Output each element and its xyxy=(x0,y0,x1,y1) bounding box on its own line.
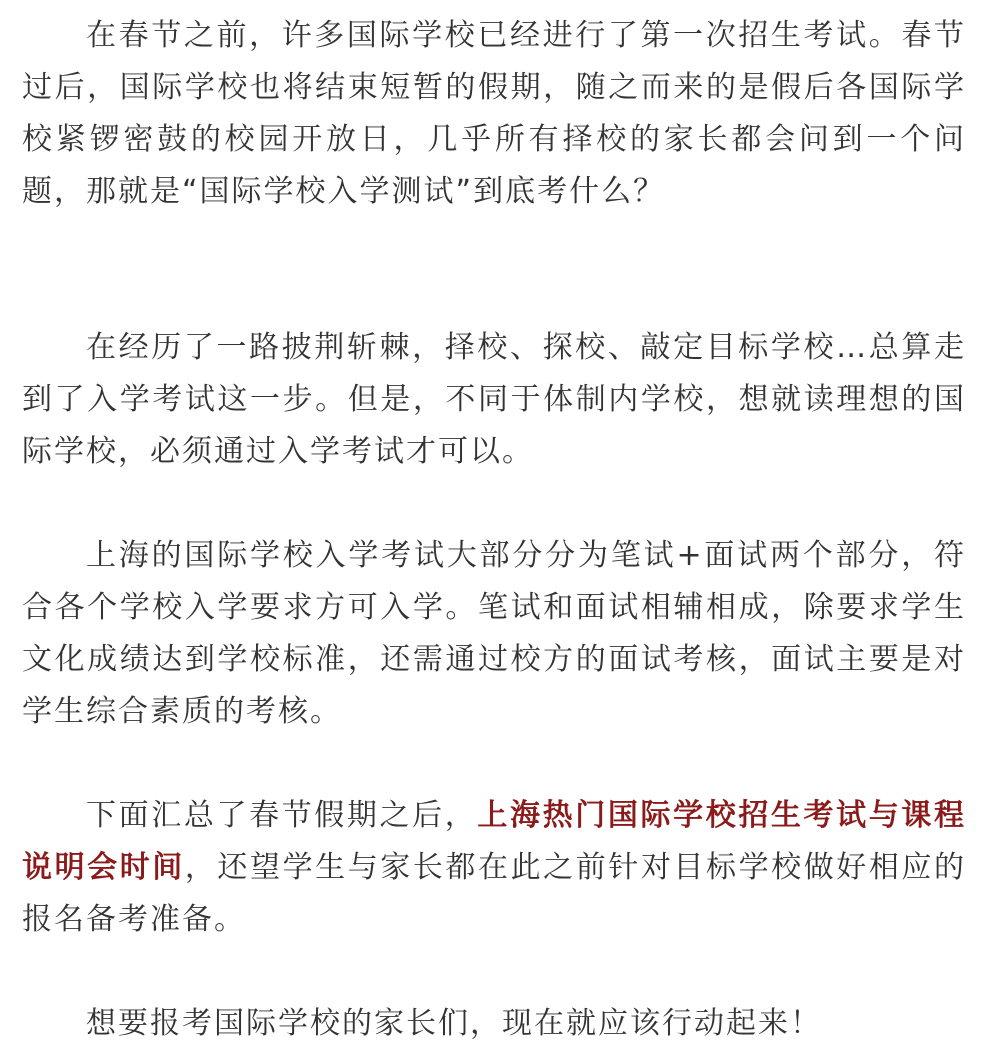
paragraph-schedule-after: ，还望学生与家长都在此之前针对目标学校做好相应的报名备考准备。 xyxy=(22,850,967,937)
paragraph-intro: 在春节之前，许多国际学校已经进行了第一次招生考试。春节过后，国际学校也将结束短暂的假期，随之而来的是假后各国际学校紧锣密鼓的校园开放日，几乎所有择校的家长都会问到一个问题，那就是“国际学校入学测试”到底考什么？ xyxy=(22,18,966,209)
paragraph-gap xyxy=(22,738,966,790)
paragraph-exam-structure: 上海的国际学校入学考试大部分分为笔试+面试两个部分，符合各个学校入学要求方可入学。笔试和面试相辅相成，除要求学生文化成绩达到学校标准，还需通过校方的面试考核，面试主要是对学生综合素质的考核。 xyxy=(22,538,966,729)
paragraph-schedule-before: 下面汇总了春节假期之后， xyxy=(86,798,478,833)
paragraph-gap xyxy=(22,478,966,530)
paragraph-schedule-summary xyxy=(22,790,966,946)
paragraph-exam-journey: 在经历了一路披荆斩棘，择校、探校、敲定目标学校…总算走到了入学考试这一步。但是，不同于体制内学校，想就读理想的国际学校，必须通过入学考试才可以。 xyxy=(22,330,966,469)
highlighted-schedule-text: 上海热门国际学校招生考试与课程说明会时间 xyxy=(22,798,967,885)
article-body xyxy=(22,0,966,1050)
paragraph-gap xyxy=(22,946,966,998)
paragraph-gap xyxy=(22,218,966,322)
paragraph-call-to-action: 想要报考国际学校的家长们，现在就应该行动起来！ xyxy=(86,1006,822,1041)
